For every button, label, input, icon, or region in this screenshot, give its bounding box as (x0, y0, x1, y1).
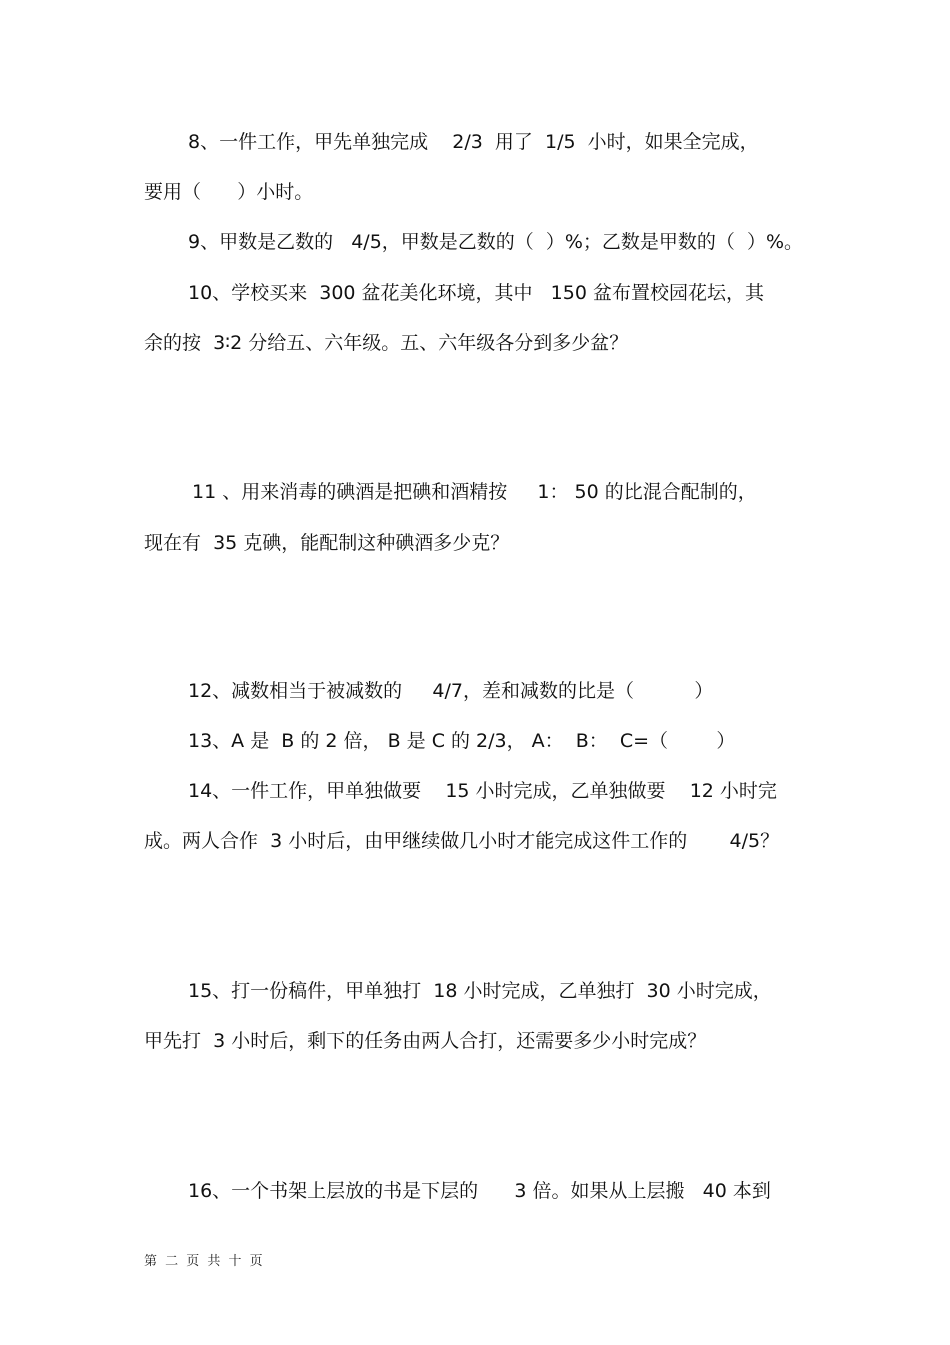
question-12-line-1: 12、减数相当于被减数的 4/7，差和减数的比是（ ） (188, 680, 714, 702)
question-11-line-1: 11 、用来消毒的碘酒是把碘和酒精按 1： 50 的比混合配制的， (192, 481, 757, 503)
question-15-line-1: 15、打一份稿件，甲单独打 18 小时完成，乙单独打 30 小时完成， (188, 980, 772, 1002)
question-9-line-1: 9、甲数是乙数的 4/5，甲数是乙数的（ ）%；乙数是甲数的（ ）%。 (188, 231, 804, 253)
question-11-line-2: 现在有 35 克碘，能配制这种碘酒多少克？ (144, 532, 510, 554)
page-footer: 第 二 页 共 十 页 (144, 1254, 265, 1269)
question-14-line-1: 14、一件工作，甲单独做要 15 小时完成，乙单独做要 12 小时完 (188, 780, 777, 802)
question-8-line-2: 要用（ ）小时。 (144, 181, 314, 203)
question-13-line-1: 13、A 是 B 的 2 倍， B 是 C 的 2/3， A： B： C=（ ） (188, 730, 736, 752)
question-16-line-1: 16、一个书架上层放的书是下层的 3 倍。如果从上层搬 40 本到 (188, 1180, 771, 1202)
question-10-line-1: 10、学校买来 300 盆花美化环境，其中 150 盆布置校园花坛，其 (188, 282, 764, 304)
question-15-line-2: 甲先打 3 小时后，剩下的任务由两人合打，还需要多少小时完成？ (144, 1030, 707, 1052)
question-10-line-2: 余的按 3∶2 分给五、六年级。五、六年级各分到多少盆？ (144, 332, 629, 354)
question-8-line-1: 8、一件工作，甲先单独完成 2/3 用了 1/5 小时，如果全完成， (188, 131, 759, 153)
question-14-line-2: 成。两人合作 3 小时后，由甲继续做几小时才能完成这件工作的 4/5？ (144, 830, 780, 852)
